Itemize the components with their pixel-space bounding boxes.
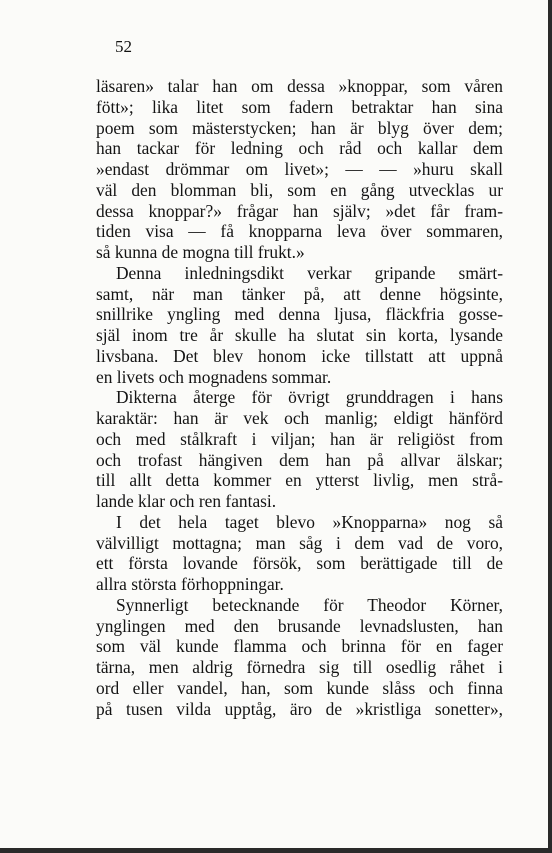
text-line: karaktär: han är vek och manlig; eldigt hänförd — [96, 408, 503, 428]
text-line: han tackar för ledning och råd och kallar dem — [96, 138, 503, 159]
text-line: samt, när man tänker på, att denne högsinte, — [96, 283, 503, 304]
text-line: I det hela taget blevo »Knopparna» nog så — [116, 511, 503, 532]
page-edge-bottom — [0, 848, 552, 853]
text-line: ord eller vandel, han, som kunde slåss och finna — [96, 677, 503, 698]
text-line: och med stålkraft i viljan; han är religiöst from — [96, 428, 503, 449]
text-line: läsaren» talar han om dessa »knoppar, som våren — [96, 76, 503, 96]
text-line: Denna inledningsdikt verkar gripande smärt- — [116, 262, 503, 283]
text-line: poem som mästerstycken; han är blyg över dem; — [96, 117, 503, 138]
text-line: fött»; lika litet som fadern betraktar han sina — [96, 96, 503, 117]
text-line: Dikterna återge för övrigt grunddragen i hans — [116, 387, 503, 408]
text-line: till allt detta kommer en ytterst livlig, men strå- — [96, 470, 503, 491]
text-line: dessa knoppar?» frågar han själv; »det får fram- — [96, 200, 503, 221]
page-edge-right — [548, 0, 552, 853]
page-number: 52 — [115, 37, 132, 56]
text-line: på tusen vilda upptåg, äro de »kristliga sonetter», — [96, 698, 503, 719]
text-line: som väl kunde flamma och brinna för en fager — [96, 636, 503, 657]
text-line: välvilligt mottagna; man såg i dem vad de voro, — [96, 532, 503, 553]
text-line: tärna, men aldrig förnedra sig till osedlig råhet i — [96, 657, 503, 677]
text-line: snillrike yngling med denna ljusa, fläckfria gosse- — [96, 304, 503, 325]
text-line: allra största förhoppningar. — [96, 574, 284, 594]
text-line: en livets och mognadens sommar. — [96, 366, 332, 387]
body-text — [96, 76, 503, 719]
text-line: och trofast hängiven dem han på allvar älskar; — [96, 449, 503, 470]
text-line: ett första lovande försök, som berättigade till de — [96, 553, 503, 574]
text-line: så kunna de mogna till frukt.» — [96, 242, 305, 262]
text-line: lande klar och ren fantasi. — [96, 491, 277, 511]
text-line: väl den blomman bli, som en gång utvecklas ur — [96, 179, 503, 200]
text-line: själ inom tre år skulle ha slutat sin korta, lysande — [96, 325, 503, 345]
text-line: livsbana. Det blev honom icke tillstatt att uppnå — [96, 345, 503, 366]
text-line: tiden visa — få knopparna leva över sommaren, — [96, 221, 503, 242]
text-line: ynglingen med den brusande levnadslusten, han — [96, 615, 503, 636]
text-line: »endast drömmar om livet»; — — »huru skall — [96, 159, 503, 179]
text-line: Synnerligt betecknande för Theodor Körner, — [116, 594, 503, 615]
